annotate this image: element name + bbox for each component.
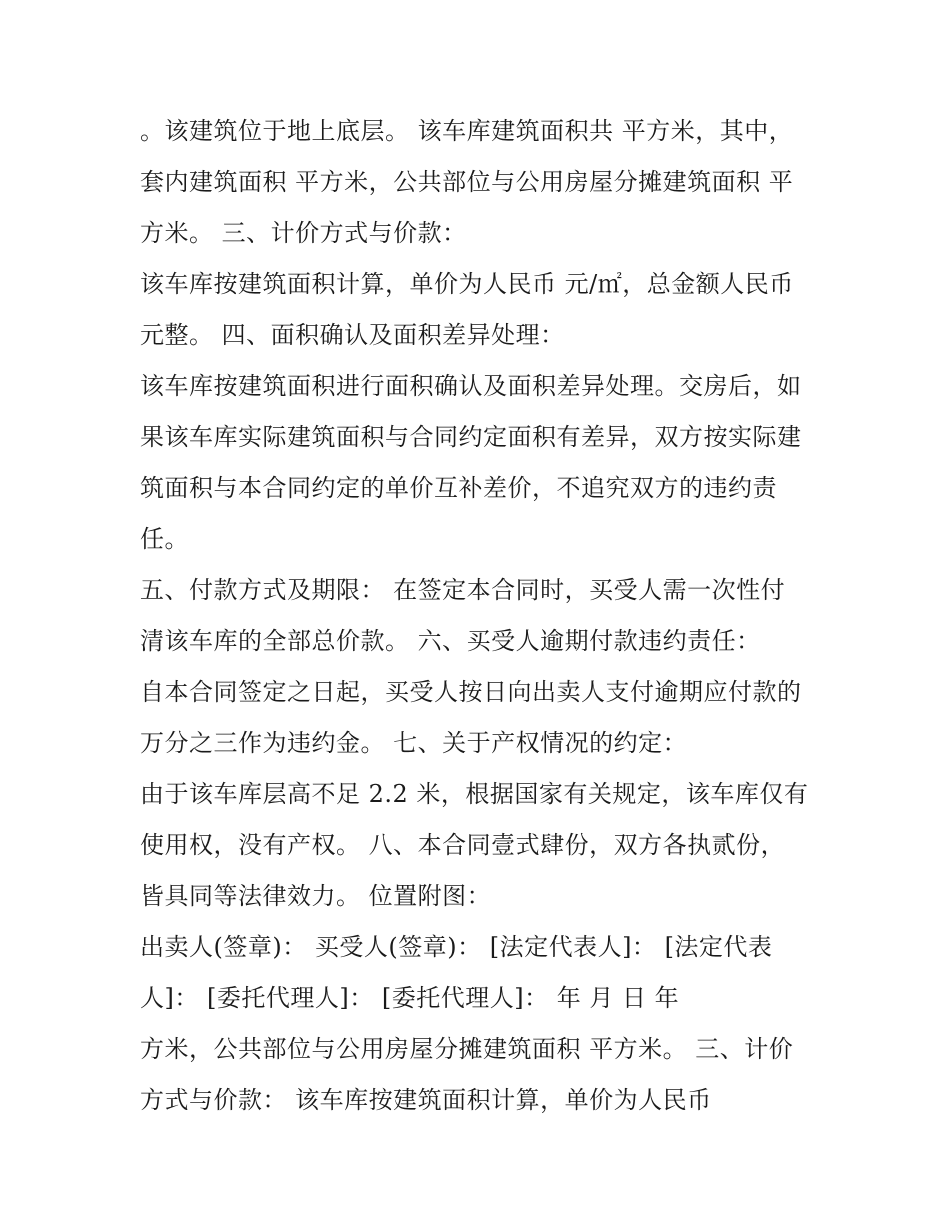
text-line: 。该建筑位于地上底层。 该车库建筑面积共 平方米，其中， [140,117,794,145]
text-line: 由于该车库层高不足 2.2 米，根据国家有关规定，该车库仅有 [140,780,809,808]
text-line: 皆具同等法律效力。 位置附图： [140,882,492,910]
text-line: 人]： [委托代理人]： [委托代理人]： 年 月 日 年 [140,984,680,1012]
text-line: 方米。 三、计价方式与价款： [140,219,467,247]
text-line: 该车库按建筑面积计算，单价为人民币 元/㎡，总金额人民币 [140,270,794,298]
document-body [140,106,820,1126]
text-line: 方米，公共部位与公用房屋分摊建筑面积 平方米。 三、计价 [140,1035,794,1063]
text-line: 自本合同签定之日起，买受人按日向出卖人支付逾期应付款的 [140,678,802,706]
text-line: 任。 [140,525,189,553]
text-line: 筑面积与本合同约定的单价互补差价，不追究双方的违约责 [140,474,777,502]
text-line: 清该车库的全部总价款。 六、买受人逾期付款违约责任： [140,627,761,655]
text-line: 方式与价款： 该车库按建筑面积计算，单价为人民币 [140,1086,712,1114]
text-line: 元整。 四、面积确认及面积差异处理： [140,321,565,349]
text-line: 出卖人(签章)： 买受人(签章)： [法定代表人]： [法定代表 [140,933,773,961]
text-line: 五、付款方式及期限： 在签定本合同时，买受人需一次性付 [140,576,786,604]
text-line: 果该车库实际建筑面积与合同约定面积有差异，双方按实际建 [140,423,802,451]
text-line: 套内建筑面积 平方米，公共部位与公用房屋分摊建筑面积 平 [140,168,794,196]
text-line: 该车库按建筑面积进行面积确认及面积差异处理。交房后，如 [140,372,802,400]
text-line: 万分之三作为违约金。 七、关于产权情况的约定： [140,729,688,757]
text-line: 使用权，没有产权。 八、本合同壹式肆份，双方各执贰份， [140,831,786,859]
